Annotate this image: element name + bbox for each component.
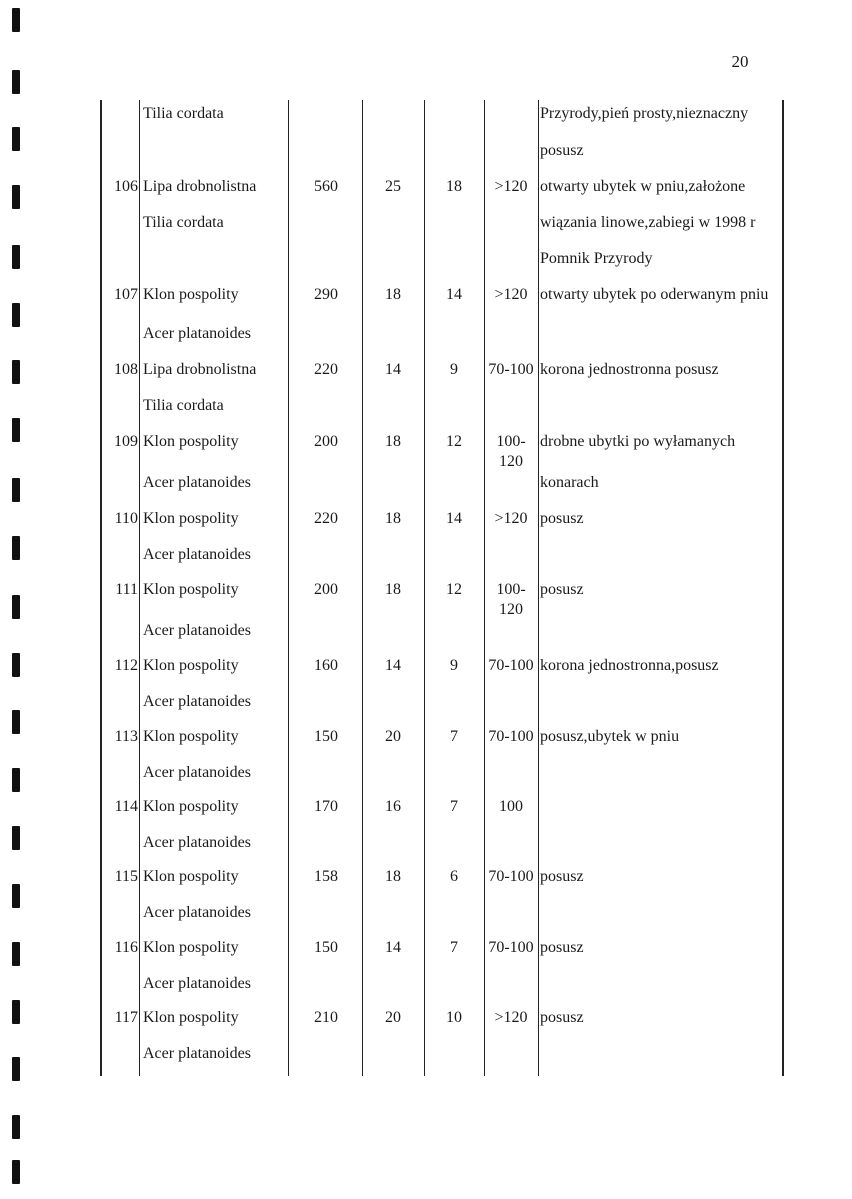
- binding-hole: [12, 826, 20, 850]
- latin-name: Tilia cordata: [143, 105, 224, 122]
- binding-hole: [12, 1115, 20, 1139]
- tree-number: 108: [114, 361, 138, 378]
- notes-line: posusz: [540, 510, 584, 527]
- notes-line: korona jednostronna posusz: [540, 361, 719, 378]
- tree-number: 113: [114, 728, 138, 745]
- height-value: 14: [385, 657, 401, 674]
- circumference-value: 170: [314, 798, 338, 815]
- latin-name: Acer platanoides: [143, 546, 251, 563]
- crown-value: 7: [450, 728, 458, 745]
- age-value: 70-100: [488, 657, 534, 674]
- height-value: 18: [385, 581, 401, 598]
- height-value: 18: [385, 510, 401, 527]
- latin-name: Tilia cordata: [143, 397, 224, 414]
- latin-name: Acer platanoides: [143, 622, 251, 639]
- latin-name: Acer platanoides: [143, 834, 251, 851]
- binding-hole: [12, 653, 20, 677]
- common-name: Klon pospolity: [143, 939, 239, 956]
- common-name: Lipa drobnolistna: [143, 361, 257, 378]
- binding-hole: [12, 595, 20, 619]
- age-value: >120: [494, 286, 528, 303]
- height-value: 18: [385, 433, 401, 450]
- age-value: 100- 120: [496, 581, 526, 618]
- notes-line: Przyrody,pień prosty,nieznaczny: [540, 105, 749, 122]
- age-value: 70-100: [488, 728, 534, 745]
- age-value: >120: [494, 178, 528, 195]
- notes-line: posusz: [540, 581, 584, 598]
- age-value: 70-100: [488, 361, 534, 378]
- height-value: 25: [385, 178, 401, 195]
- common-name: Klon pospolity: [143, 510, 239, 527]
- notes-line: wiązania linowe,zabiegi w 1998 r: [540, 214, 756, 231]
- crown-value: 12: [446, 581, 462, 598]
- tree-number: 107: [114, 286, 138, 303]
- tree-number: 112: [114, 657, 138, 674]
- binding-hole: [12, 8, 20, 32]
- crown-value: 12: [446, 433, 462, 450]
- height-value: 16: [385, 798, 401, 815]
- notes-line: posusz: [540, 868, 584, 885]
- binding-hole: [12, 418, 20, 442]
- notes-line: posusz: [540, 939, 584, 956]
- binding-hole: [12, 127, 20, 151]
- height-value: 20: [385, 1009, 401, 1026]
- binding-hole: [12, 768, 20, 792]
- binding-hole: [12, 70, 20, 94]
- tree-number: 115: [114, 868, 138, 885]
- notes-line: konarach: [540, 474, 599, 491]
- age-value: >120: [494, 1009, 528, 1026]
- circumference-value: 220: [314, 361, 338, 378]
- column-divider: [538, 100, 539, 1076]
- common-name: Klon pospolity: [143, 433, 239, 450]
- binding-hole: [12, 303, 20, 327]
- age-value: >120: [494, 510, 528, 527]
- circumference-value: 158: [314, 868, 338, 885]
- column-divider: [288, 100, 289, 1076]
- circumference-value: 150: [314, 939, 338, 956]
- crown-value: 10: [446, 1009, 462, 1026]
- circumference-value: 150: [314, 728, 338, 745]
- column-divider: [139, 100, 140, 1076]
- notes-line: otwarty ubytek w pniu,założone: [540, 178, 746, 195]
- binding-hole: [12, 360, 20, 384]
- notes-line: posusz: [540, 1009, 584, 1026]
- latin-name: Acer platanoides: [143, 325, 251, 342]
- tree-number: 106: [114, 178, 138, 195]
- latin-name: Acer platanoides: [143, 904, 251, 921]
- latin-name: Acer platanoides: [143, 474, 251, 491]
- height-value: 18: [385, 868, 401, 885]
- binding-hole: [12, 1160, 20, 1184]
- binding-hole: [12, 942, 20, 966]
- common-name: Klon pospolity: [143, 657, 239, 674]
- age-value: 70-100: [488, 939, 534, 956]
- common-name: Klon pospolity: [143, 581, 239, 598]
- binding-hole: [12, 884, 20, 908]
- notes-line: otwarty ubytek po oderwanym pniu: [540, 286, 769, 303]
- crown-value: 7: [450, 798, 458, 815]
- common-name: Klon pospolity: [143, 798, 239, 815]
- binding-hole: [12, 245, 20, 269]
- table-border-right: [782, 100, 784, 1076]
- latin-name: Acer platanoides: [143, 1045, 251, 1062]
- tree-number: 109: [114, 433, 138, 450]
- circumference-value: 200: [314, 581, 338, 598]
- tree-number: 116: [114, 939, 138, 956]
- latin-name: Acer platanoides: [143, 693, 251, 710]
- latin-name: Acer platanoides: [143, 764, 251, 781]
- common-name: Lipa drobnolistna: [143, 178, 257, 195]
- binding-hole: [12, 1057, 20, 1081]
- circumference-value: 290: [314, 286, 338, 303]
- tree-number: 110: [114, 510, 138, 527]
- circumference-value: 210: [314, 1009, 338, 1026]
- age-value: 100- 120: [496, 433, 526, 470]
- notes-line: korona jednostronna,posusz: [540, 657, 719, 674]
- height-value: 14: [385, 361, 401, 378]
- crown-value: 9: [450, 361, 458, 378]
- common-name: Klon pospolity: [143, 868, 239, 885]
- binding-hole: [12, 536, 20, 560]
- age-value: 70-100: [488, 868, 534, 885]
- binding-hole: [12, 478, 20, 502]
- tree-number: 117: [114, 1009, 138, 1026]
- height-value: 14: [385, 939, 401, 956]
- height-value: 20: [385, 728, 401, 745]
- notes-line: drobne ubytki po wyłamanych: [540, 433, 736, 450]
- age-value: 100: [499, 798, 523, 815]
- crown-value: 7: [450, 939, 458, 956]
- common-name: Klon pospolity: [143, 728, 239, 745]
- circumference-value: 560: [314, 178, 338, 195]
- tree-number: 111: [115, 581, 138, 598]
- crown-value: 14: [446, 286, 462, 303]
- notes-line: posusz: [540, 142, 584, 159]
- notes-line: posusz,ubytek w pniu: [540, 728, 680, 745]
- circumference-value: 220: [314, 510, 338, 527]
- notes-line: Pomnik Przyrody: [540, 250, 653, 267]
- height-value: 18: [385, 286, 401, 303]
- crown-value: 18: [446, 178, 462, 195]
- page-number: 20: [731, 52, 749, 71]
- common-name: Klon pospolity: [143, 1009, 239, 1026]
- latin-name: Acer platanoides: [143, 975, 251, 992]
- circumference-value: 160: [314, 657, 338, 674]
- crown-value: 9: [450, 657, 458, 674]
- binding-hole: [12, 710, 20, 734]
- tree-number: 114: [114, 798, 138, 815]
- binding-hole: [12, 185, 20, 209]
- crown-value: 6: [450, 868, 458, 885]
- circumference-value: 200: [314, 433, 338, 450]
- binding-hole: [12, 1000, 20, 1024]
- crown-value: 14: [446, 510, 462, 527]
- latin-name: Tilia cordata: [143, 214, 224, 231]
- common-name: Klon pospolity: [143, 286, 239, 303]
